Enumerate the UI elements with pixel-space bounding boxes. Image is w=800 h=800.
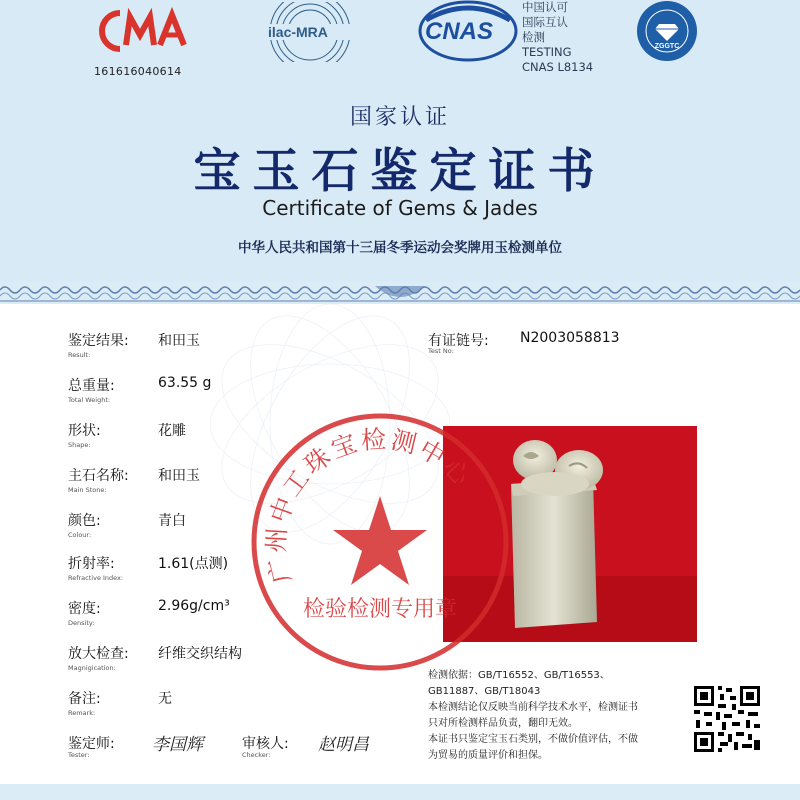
tester-label: 鉴定师: (68, 736, 115, 752)
field-sublabel: Magnigication: (68, 664, 116, 672)
cnas-line: CNAS L8134 (522, 60, 594, 74)
field-value-density: 2.96g/cm³ (158, 598, 230, 614)
certificate-title: 宝玉石鉴定证书 (193, 144, 607, 199)
field-colour (68, 510, 101, 539)
checker-label: 审核人: (242, 736, 289, 752)
field-remark (68, 688, 101, 717)
certificate-title-english: Certificate of Gems & Jades (262, 196, 538, 220)
note-line: 本证书只鉴定宝玉石类别，不做价值评估，不做 (428, 734, 638, 745)
checker-signature: 赵明昌 (318, 735, 369, 755)
qr-code[interactable] (692, 684, 762, 754)
field-value-result: 和田玉 (158, 333, 200, 349)
field-label: 鉴定结果: (68, 333, 129, 349)
field-value-refractive-index: 1.61(点测) (158, 556, 229, 572)
note-line: 为贸易的质量评价和担保。 (428, 750, 548, 761)
field-value-shape: 花雕 (158, 423, 186, 439)
field-magnification (68, 643, 129, 672)
tester-signature: 李国辉 (152, 735, 203, 755)
zggtc-logo (626, 0, 708, 66)
field-main-stone (68, 465, 129, 494)
field-sublabel: Total Weight: (68, 396, 111, 404)
field-label: 密度: (68, 601, 101, 617)
decorative-border (0, 282, 800, 306)
test-no-value: N2003058813 (520, 330, 620, 346)
note-line: 检测依据：GB/T16552、GB/T16553、 (428, 670, 610, 681)
field-value-magnification: 纤维交织结构 (158, 646, 242, 662)
seal-bottom-text: 检验检测专用章 (302, 597, 458, 622)
field-label: 形状: (68, 423, 101, 439)
cnas-text-block (522, 0, 593, 75)
field-refractive-index (68, 553, 123, 582)
checker-sublabel: Checker: (242, 751, 271, 759)
field-value-remark: 无 (158, 691, 172, 707)
title-national-cert: 国家认证 (349, 105, 450, 130)
field-total-weight (68, 375, 115, 404)
note-line: GB11887、GB/T18043 (428, 686, 541, 697)
svg-text:ilac-MRA: ilac-MRA (268, 24, 328, 40)
cnas-line: 检测 (522, 30, 545, 44)
certificate-notes (428, 668, 678, 764)
cma-code: 161616040614 (94, 65, 182, 78)
field-label: 总重量: (68, 378, 115, 394)
field-sublabel: Colour: (68, 531, 92, 539)
field-value-weight: 63.55 g (158, 375, 212, 391)
field-label: 主石名称: (68, 468, 129, 484)
field-label: 备注: (68, 691, 101, 707)
ilac-mra-logo (262, 2, 358, 62)
test-no-sublabel: Test No: (428, 347, 454, 355)
cnas-logo (416, 0, 520, 62)
official-red-seal (248, 410, 512, 674)
field-density (68, 598, 101, 627)
cnas-line: 中国认可 (522, 0, 568, 14)
note-line: 本检测结论仅反映当前科学技术水平，检测证书 (428, 702, 638, 713)
field-label: 放大检查: (68, 646, 129, 662)
field-shape (68, 420, 101, 449)
field-sublabel: Refractive Index: (68, 574, 124, 582)
field-sublabel: Density: (68, 619, 95, 627)
field-sublabel: Main Stone: (68, 486, 107, 494)
cma-logo (98, 5, 198, 53)
field-sublabel: Remark: (68, 709, 96, 717)
tester-sublabel: Tester: (68, 751, 90, 759)
seal-ring-text: 广州中工珠宝检测中心 (261, 424, 478, 586)
svg-text:ZGGTC: ZGGTC (654, 43, 680, 50)
cnas-line: 国际互认 (522, 15, 568, 29)
field-sublabel: Result: (68, 351, 91, 359)
cnas-line: TESTING (522, 45, 572, 59)
field-value-main-stone: 和田玉 (158, 468, 200, 484)
field-sublabel: Shape: (68, 441, 91, 449)
test-no-label: 有证链号: (428, 333, 489, 349)
testing-unit-line: 中华人民共和国第十三届冬季运动会奖牌用玉检测单位 (238, 240, 562, 256)
field-label: 颜色: (68, 513, 101, 529)
field-value-colour: 青白 (158, 513, 186, 529)
svg-text:CNAS: CNAS (425, 18, 494, 45)
field-result (68, 330, 129, 359)
certificate-footer (0, 784, 800, 800)
note-line: 只对所检测样品负责，翻印无效。 (428, 718, 578, 729)
field-label: 折射率: (68, 556, 115, 572)
